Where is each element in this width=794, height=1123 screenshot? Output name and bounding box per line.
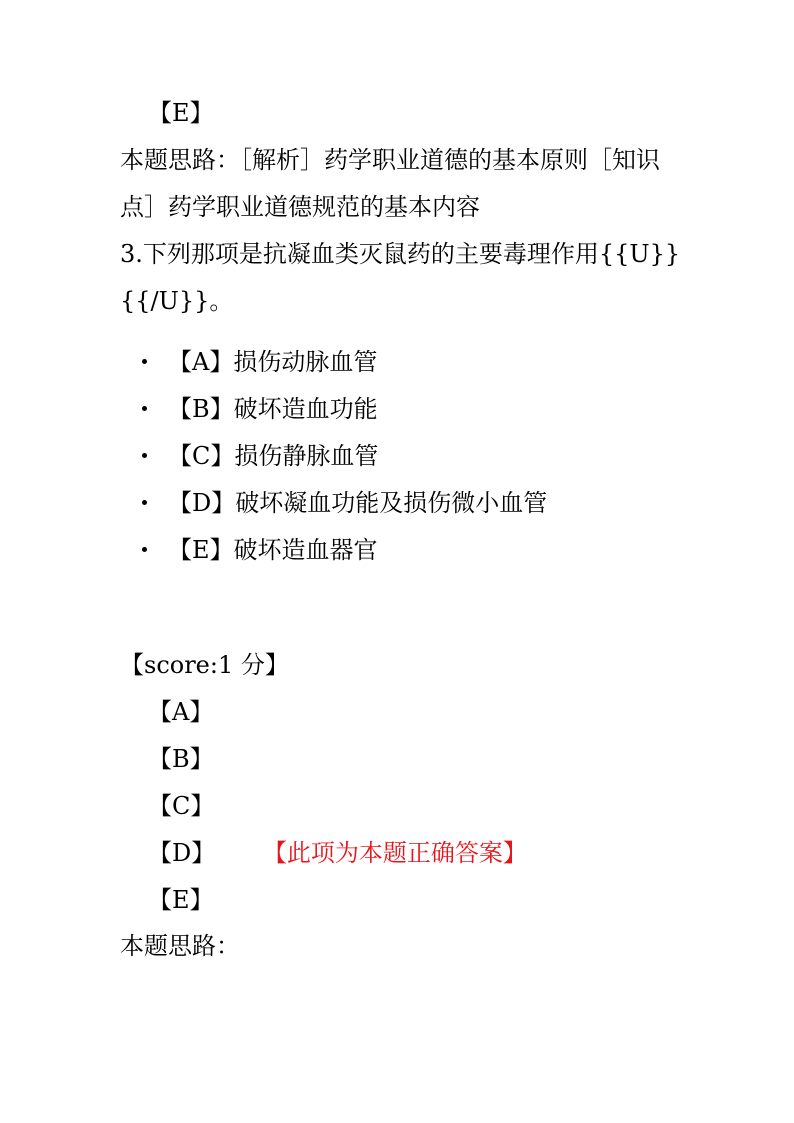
prev-analysis-continued: 点］药学职业道德规范的基本内容: [120, 193, 480, 221]
option-label: 【D】破坏凝血功能及损伤微小血管: [168, 489, 548, 517]
option-label: 【E】破坏造血器官: [168, 536, 378, 564]
option-item-b: [140, 394, 547, 441]
correct-answer-mark: 【此项为本题正确答案】: [262, 839, 527, 867]
answer-label: 【D】: [148, 839, 216, 867]
question-stem-continued: {{/U}}。: [120, 287, 234, 315]
option-item-a: [140, 347, 547, 394]
bullet-icon: [142, 406, 147, 411]
answer-item-e: [148, 885, 527, 932]
option-label: 【A】损伤动脉血管: [168, 348, 378, 376]
answer-item-a: [148, 697, 527, 744]
bullet-icon: [142, 547, 147, 552]
option-label: 【C】损伤静脉血管: [168, 442, 379, 470]
answer-item-b: [148, 744, 527, 791]
answer-label: 【A】: [148, 698, 214, 726]
answer-item-c: [148, 791, 527, 838]
bullet-icon: [142, 453, 147, 458]
prev-analysis: 本题思路：［解析］药学职业道德的基本原则［知识: [120, 146, 660, 174]
option-label: 【B】破坏造血功能: [168, 395, 378, 423]
option-list: [140, 347, 547, 582]
answer-label: 【C】: [148, 792, 215, 820]
bullet-icon: [142, 500, 147, 505]
option-item-d: [140, 488, 547, 535]
answer-label: 【E】: [148, 886, 214, 914]
option-item-e: [140, 535, 547, 582]
analysis-label: 本题思路：: [120, 932, 240, 960]
option-item-c: [140, 441, 547, 488]
bullet-icon: [142, 359, 147, 364]
question-stem: 3.下列那项是抗凝血类灭鼠药的主要毒理作用{{U}}: [120, 240, 681, 268]
answer-list: [148, 697, 527, 932]
answer-label: 【B】: [148, 745, 214, 773]
prev-option-e: 【E】: [148, 99, 214, 127]
answer-item-d: [148, 838, 527, 885]
score-label: 【score:1 分】: [120, 651, 289, 679]
